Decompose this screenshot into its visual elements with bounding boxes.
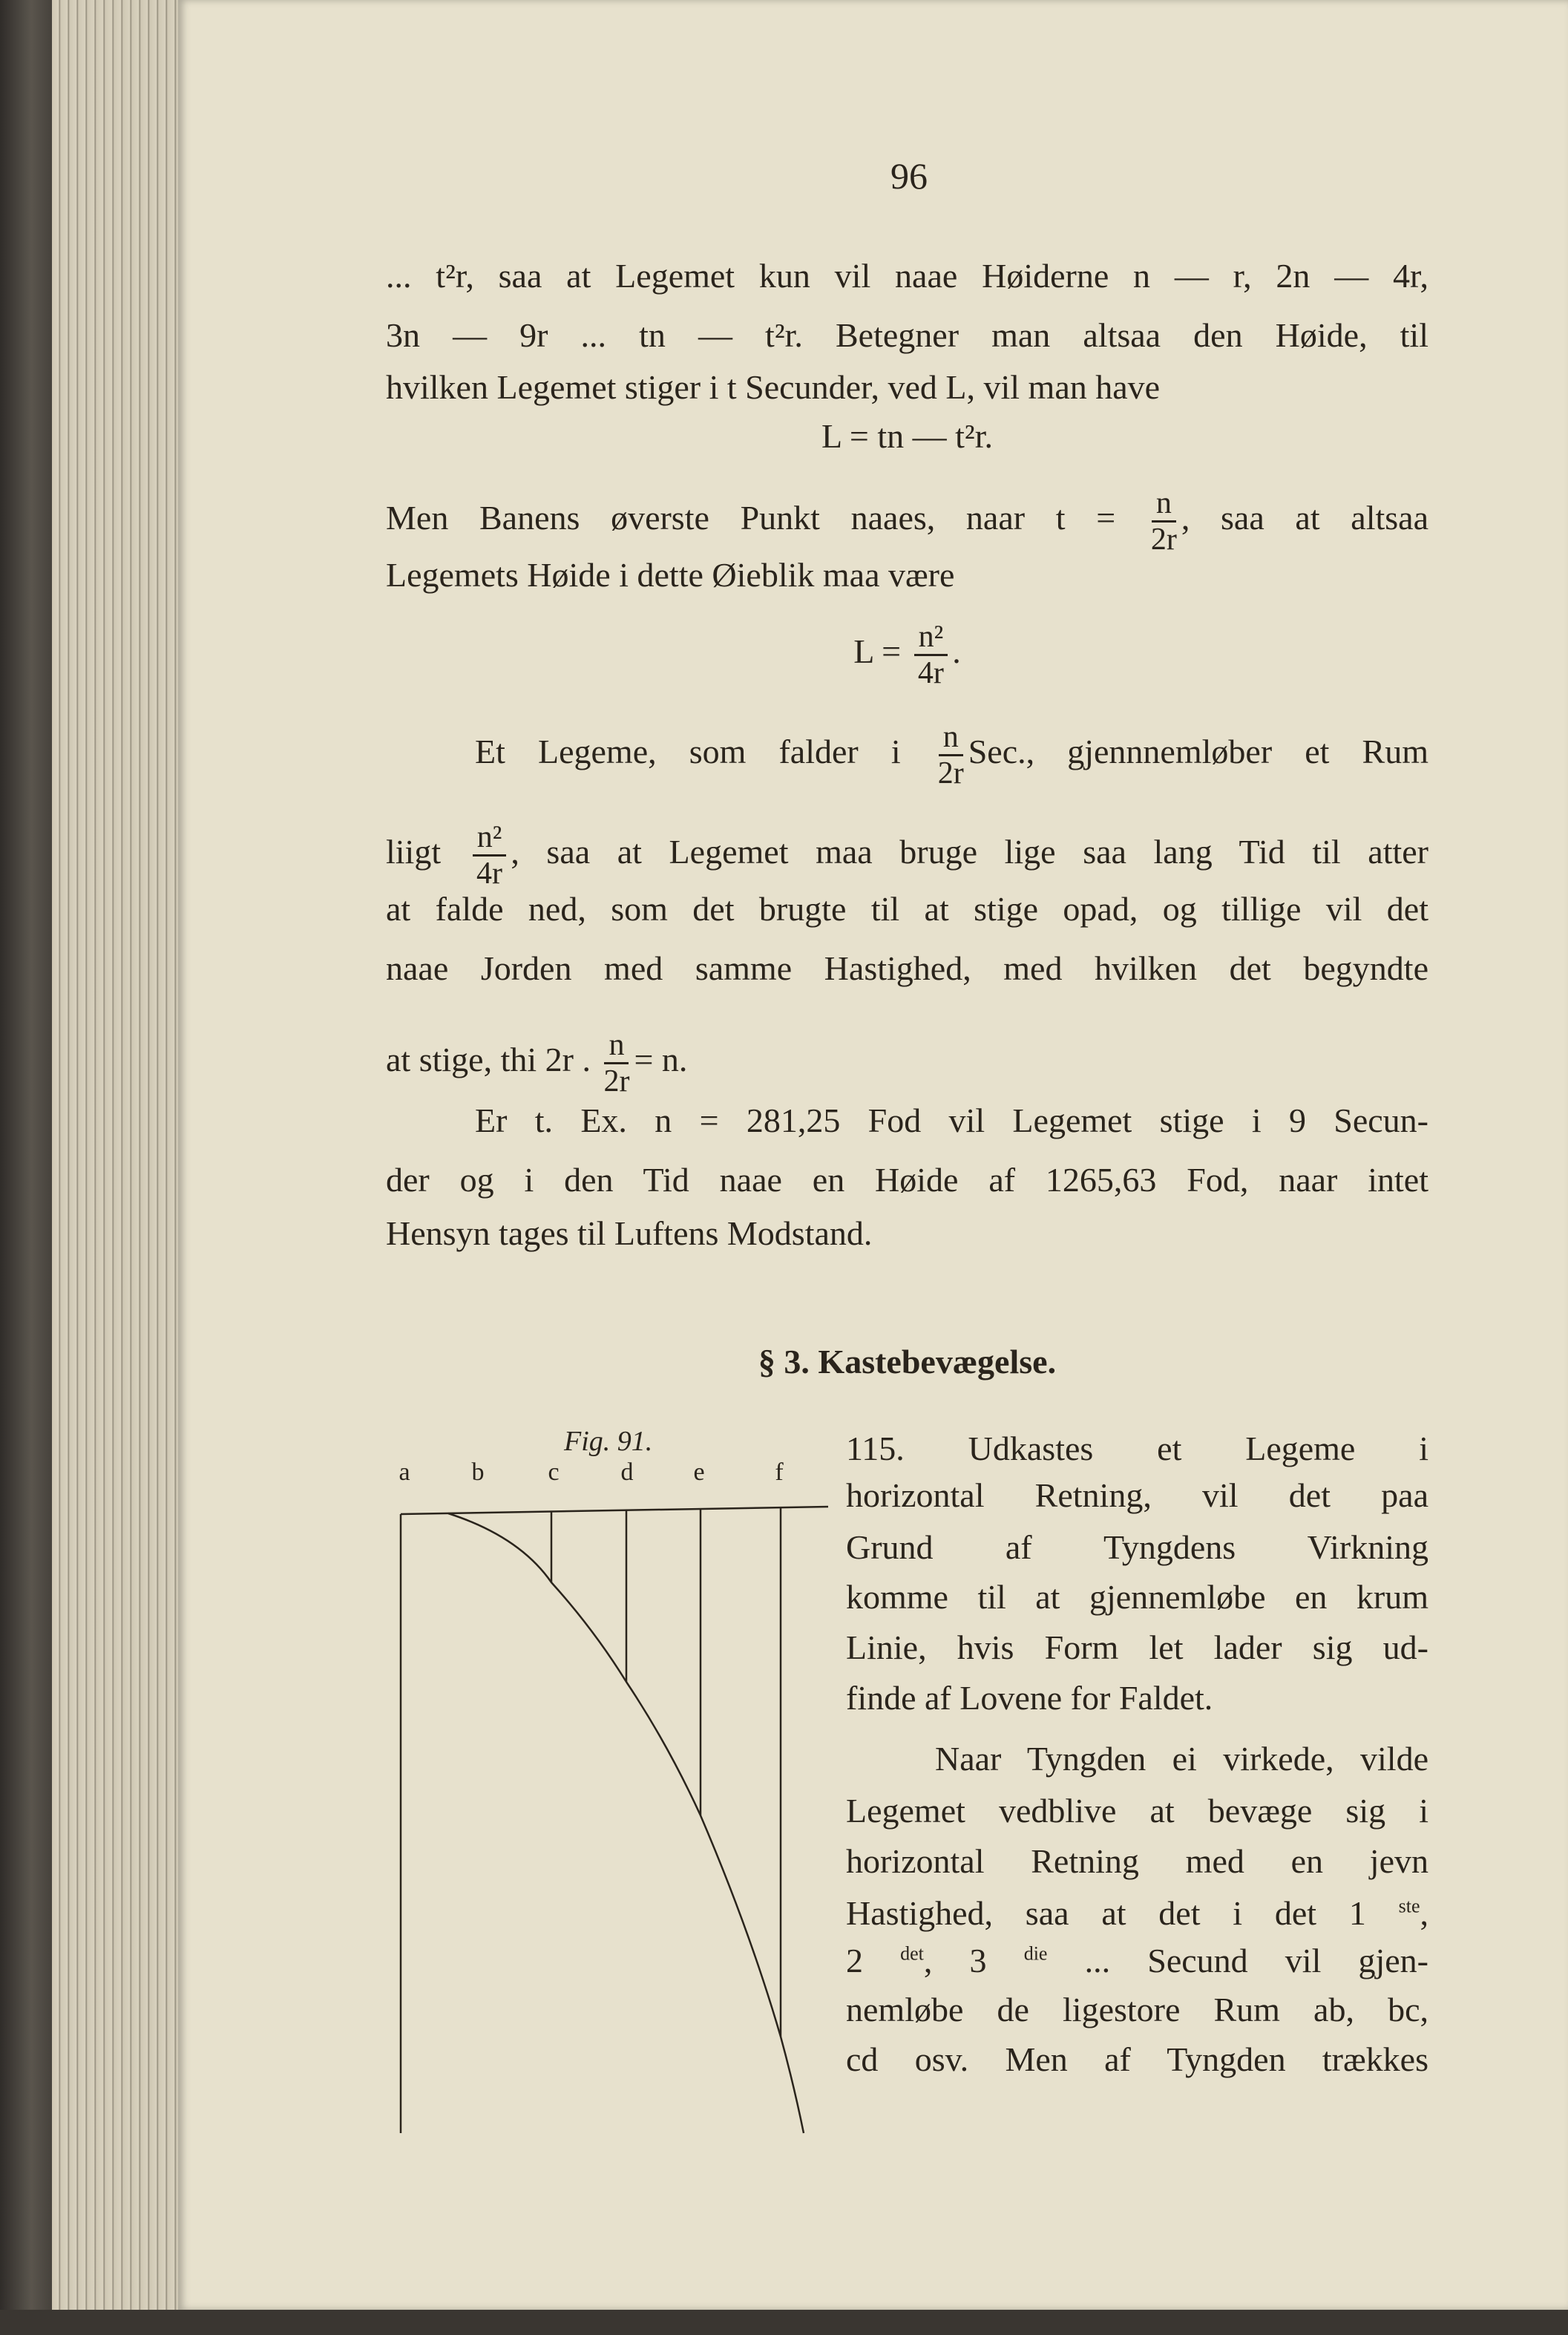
text-segment: Linie, hvis Form let lader sig ud-	[846, 1628, 1428, 1666]
text-segment: horizontal Retning med en jevn	[846, 1842, 1428, 1880]
text-segment: nemløbe de ligestore Rum ab, bc,	[846, 1991, 1428, 2028]
text-segment: der og i den Tid naae en Høide af 1265,63 Fod, naar intet	[386, 1161, 1428, 1199]
text-segment: ... t²r, saa at Legemet kun vil naae Høiderne n — r, 2n — 4r,	[386, 257, 1428, 295]
text-segment: liigt	[386, 833, 442, 871]
text-segment: L = tn — t²r.	[821, 417, 993, 455]
figure-point-c: c	[548, 1458, 560, 1486]
figure-point-b: b	[471, 1458, 485, 1486]
text-segment: hvilken Legemet stiger i t Secunder, ved L, vil man have	[386, 368, 1161, 406]
text-segment: cd osv. Men af Tyngden trækkes	[846, 2040, 1428, 2078]
numerator: n²	[914, 620, 948, 656]
text-segment: Sec., gjennnemløber et Rum	[968, 733, 1428, 771]
text-segment: horizontal Retning, vil det paa	[846, 1476, 1428, 1514]
text-segment: komme til at gjennemløbe en krum	[846, 1578, 1428, 1616]
text-segment: 115. Udkastes et Legeme i	[846, 1430, 1428, 1467]
text-segment: ... Secund vil gjen-	[1047, 1942, 1428, 1979]
text-segment: at falde ned, som det brugte til at stige opad, og tillige vil det	[386, 890, 1428, 928]
numerator: n²	[473, 820, 507, 857]
text-segment: = n.	[634, 1041, 688, 1079]
text-segment: naae Jorden med samme Hastighed, med hvilken det begyndte	[386, 949, 1428, 987]
page-number: 96	[890, 155, 928, 197]
text-segment: , 3	[923, 1942, 987, 1979]
figure-point-d: d	[620, 1458, 634, 1486]
superscript: det	[900, 1942, 924, 1965]
text-segment: at stige, thi 2r .	[386, 1041, 591, 1079]
figure-point-f: f	[775, 1458, 784, 1486]
text-segment: Legemet vedblive at bevæge sig i	[846, 1792, 1428, 1830]
text-segment: 2	[846, 1942, 863, 1979]
denominator: 4r	[917, 656, 944, 690]
text-segment: § 3. Kastebevægelse.	[758, 1343, 1057, 1381]
text-segment: Hastighed, saa at det i det 1	[846, 1894, 1366, 1932]
denominator: 2r	[603, 1064, 630, 1098]
text-segment: , saa at altsaa	[1181, 499, 1428, 537]
text-segment: .	[952, 632, 961, 671]
text-segment: Hensyn tages til Luftens Modstand.	[386, 1214, 873, 1252]
numerator: n	[939, 720, 963, 756]
superscript: die	[1023, 1942, 1048, 1965]
numerator: n	[604, 1028, 629, 1064]
text-segment: finde af Lovene for Faldet.	[846, 1679, 1213, 1717]
text-segment: L =	[853, 632, 902, 671]
text-segment: Men Banens øverste Punkt naaes, naar t =	[386, 499, 1116, 537]
text-segment: Grund af Tyngdens Virkning	[846, 1528, 1428, 1566]
horizontal-line	[401, 1507, 828, 1514]
text-segment: Er t. Ex. n = 281,25 Fod vil Legemet stige i 9 Secun-	[475, 1101, 1428, 1139]
superscript: ste	[1398, 1895, 1420, 1917]
text-segment: , saa at Legemet maa bruge lige saa lang Tid til atter	[511, 833, 1429, 871]
denominator: 2r	[937, 756, 964, 790]
figure-label: Fig. 91.	[564, 1426, 653, 1457]
numerator: n	[1152, 486, 1176, 523]
text-segment: ,	[1420, 1894, 1429, 1932]
text-segment: Legemets Høide i dette Øieblik maa være	[386, 556, 955, 594]
figure-point-e: e	[693, 1458, 705, 1486]
figure-point-a: a	[398, 1458, 410, 1486]
text-segment: Naar Tyngden ei virkede, vilde	[935, 1740, 1428, 1778]
denominator: 2r	[1150, 523, 1177, 557]
text-segment: 3n — 9r ... tn — t²r. Betegner man altsaa den Høide, til	[386, 316, 1428, 354]
denominator: 4r	[476, 857, 503, 891]
text-segment: Et Legeme, som falder i	[475, 733, 901, 771]
